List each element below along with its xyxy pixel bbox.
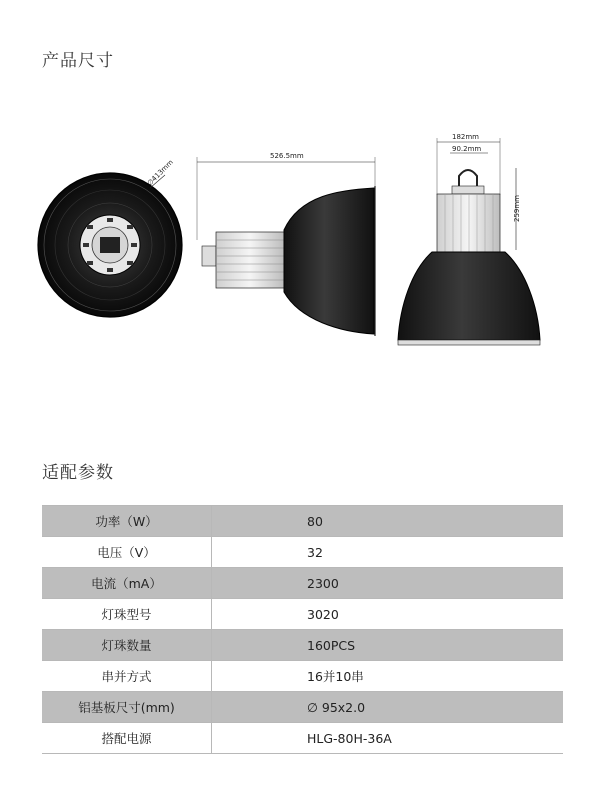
spec-label: 铝基板尺寸(mm)	[42, 692, 212, 723]
table-row	[42, 537, 563, 568]
spec-value: 80	[212, 506, 564, 537]
table-row	[42, 630, 563, 661]
product-size-title: 产品尺寸	[42, 51, 114, 71]
spec-value: 160PCS	[212, 630, 564, 661]
table-row	[42, 568, 563, 599]
specs-table	[42, 505, 563, 754]
spec-value: 32	[212, 537, 564, 568]
spec-label: 电压（V）	[42, 537, 212, 568]
adapter-params-title: 适配参数	[42, 463, 114, 483]
top-width-label: 182mm	[452, 133, 479, 141]
side-view	[197, 152, 375, 336]
neck-width-label: 90.2mm	[452, 145, 482, 153]
front-view	[38, 158, 182, 317]
table-row	[42, 723, 563, 754]
spec-label: 灯珠数量	[42, 630, 212, 661]
spec-label: 搭配电源	[42, 723, 212, 754]
spec-label: 功率（W）	[42, 506, 212, 537]
spec-value: 16并10串	[212, 661, 564, 692]
spec-value: 2300	[212, 568, 564, 599]
spec-label: 电流（mA）	[42, 568, 212, 599]
top-view	[398, 133, 540, 345]
spec-value: HLG-80H-36A	[212, 723, 564, 754]
spec-label: 灯珠型号	[42, 599, 212, 630]
spec-label: 串并方式	[42, 661, 212, 692]
spec-value: ∅ 95x2.0	[212, 692, 564, 723]
spec-value: 3020	[212, 599, 564, 630]
height-label: 259mm	[513, 195, 521, 222]
table-row	[42, 506, 563, 537]
length-label: 526.5mm	[270, 152, 304, 160]
table-row	[42, 692, 563, 723]
diameter-label: ∅413mm	[145, 158, 175, 188]
table-row	[42, 661, 563, 692]
table-row	[42, 599, 563, 630]
